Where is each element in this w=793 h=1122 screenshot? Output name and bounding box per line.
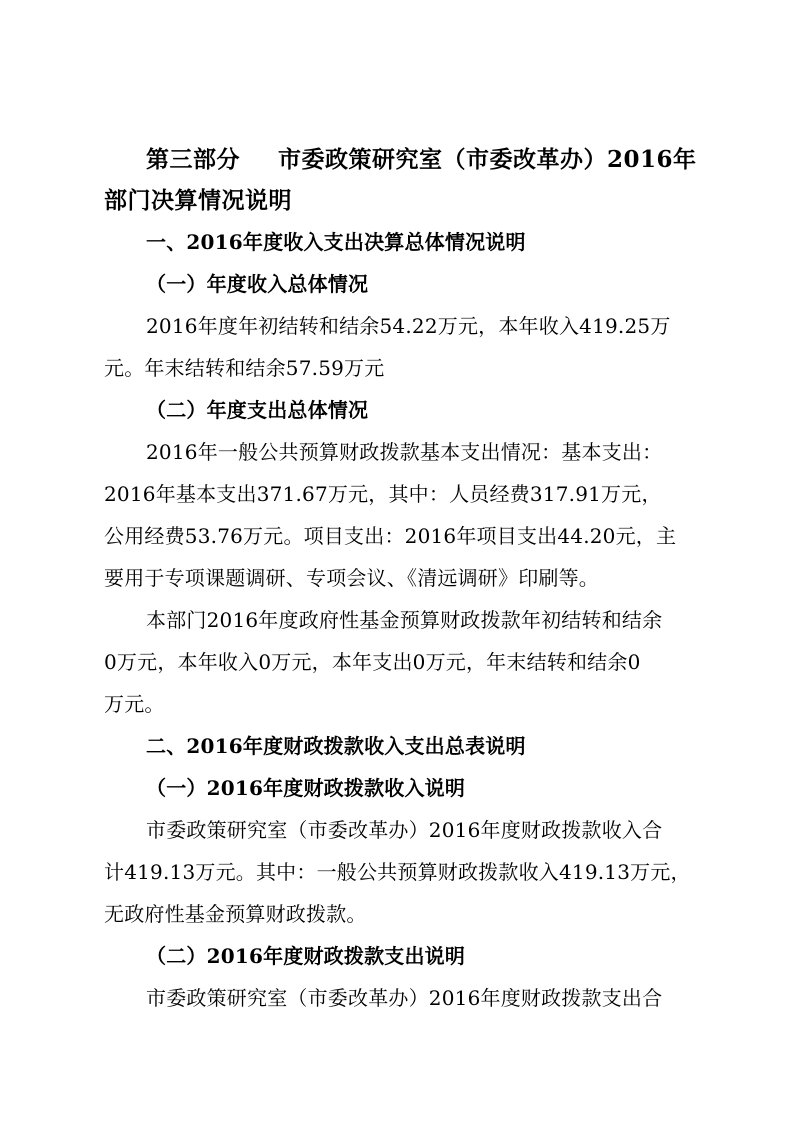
paragraph-line: 2016年一般公共预算财政拨款基本支出情况：基本支出： <box>146 440 663 464</box>
title-part: 第三部分 <box>146 146 240 173</box>
paragraph-line: 市委政策研究室（市委改革办）2016年度财政拨款支出合 <box>146 986 663 1010</box>
paragraph-line: 元。年末结转和结余57.59万元 <box>104 356 385 380</box>
paragraph-line: 计419.13万元。其中：一般公共预算财政拨款收入419.13万元， <box>104 860 691 884</box>
section-2-heading: 二、2016年度财政拨款收入支出总表说明 <box>146 734 526 758</box>
paragraph-line: 公用经费53.76万元。项目支出：2016年项目支出44.20元，主 <box>104 524 677 548</box>
document-title-line-2: 部门决算情况说明 <box>104 187 292 214</box>
paragraph-line: 本部门2016年度政府性基金预算财政拨款年初结转和结余 <box>146 608 663 632</box>
paragraph-line: 万元。 <box>104 692 165 716</box>
section-2-sub-2-heading: （二）2016年度财政拨款支出说明 <box>146 944 466 968</box>
section-1-heading: 一、2016年度收入支出决算总体情况说明 <box>146 230 526 254</box>
section-1-sub-1-heading: （一）年度收入总体情况 <box>146 272 369 296</box>
section-2-sub-1-heading: （一）2016年度财政拨款收入说明 <box>146 776 466 800</box>
paragraph-line: 无政府性基金预算财政拨款。 <box>104 902 367 926</box>
paragraph-line: 市委政策研究室（市委改革办）2016年度财政拨款收入合 <box>146 818 663 842</box>
section-1-sub-2-heading: （二）年度支出总体情况 <box>146 398 369 422</box>
document-title-line-1 <box>146 146 697 174</box>
title-name: 市委政策研究室（市委改革办）2016年 <box>278 146 697 173</box>
paragraph-line: 2016年度年初结转和结余54.22万元，本年收入419.25万 <box>146 314 671 338</box>
paragraph-line: 要用于专项课题调研、专项会议、《清远调研》印刷等。 <box>104 566 599 590</box>
paragraph-line: 0万元，本年收入0万元，本年支出0万元，年末结转和结余0 <box>104 650 641 674</box>
paragraph-line: 2016年基本支出371.67万元，其中：人员经费317.91万元， <box>104 482 662 506</box>
